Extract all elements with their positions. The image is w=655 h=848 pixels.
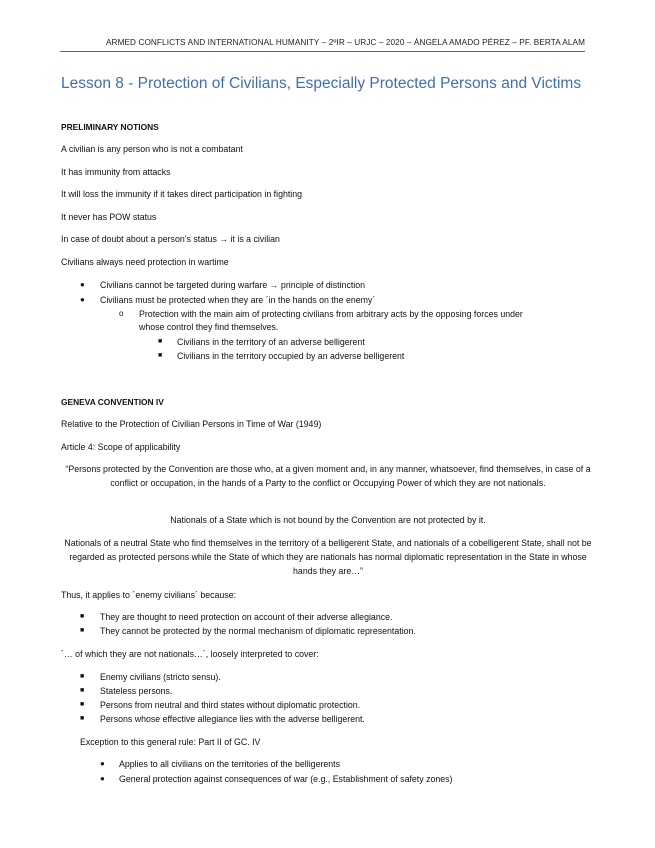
running-header: ARMED CONFLICTS AND INTERNATIONAL HUMANITY – 2ºIR – URJC – 2020 – ÁNGELA AMADO PÉREZ – PF. BERTA ALAM	[60, 38, 585, 52]
quote-paragraph: “Persons protected by the Convention are those who, at a given moment and, in any manner, whatsoever, find themselves, in case of a conflict or occupation, in the hands of a Party to the conflict or Occupying Power of which they are not nationals.	[65, 464, 591, 488]
bullet-square-icon: ■	[80, 715, 85, 722]
bullet-square-icon: ■	[80, 701, 85, 708]
paragraph: In case of doubt about a person’s status → it is a civilian	[61, 234, 280, 244]
bullet-circle-icon: o	[119, 309, 124, 318]
paragraph: ´… of which they are not nationals…´, loosely interpreted to cover:	[61, 649, 319, 659]
list-item: They are thought to need protection on account of their adverse allegiance.	[100, 612, 393, 622]
lesson-title: Lesson 8 - Protection of Civilians, Especially Protected Persons and Victims	[61, 75, 582, 92]
paragraph: A civilian is any person who is not a combatant	[61, 144, 243, 154]
paragraph: Relative to the Protection of Civilian Persons in Time of War (1949)	[61, 419, 322, 429]
paragraph: It will loss the immunity if it takes direct participation in fighting	[61, 189, 303, 199]
paragraph: It never has POW status	[61, 212, 157, 222]
bullet-dot-icon: ●	[100, 774, 105, 783]
list-item: Civilians in the territory of an adverse belligerent	[177, 337, 365, 347]
bullet-square-icon: ■	[80, 673, 85, 680]
bullet-dot-icon: ●	[80, 295, 85, 304]
bullet-dot-icon: ●	[80, 280, 85, 289]
list-item: Civilians cannot be targeted during warfare → principle of distinction	[100, 280, 366, 290]
bullet-square-icon: ■	[80, 613, 85, 620]
paragraph: Exception to this general rule: Part II of GC. IV	[80, 737, 261, 747]
list-item: Applies to all civilians on the territories of the belligerents	[119, 759, 341, 769]
list-item-continuation: whose control they find themselves.	[139, 322, 279, 332]
list-item: Persons from neutral and third states without diplomatic protection.	[100, 700, 361, 710]
quote-paragraph: Nationals of a neutral State who find themselves in the territory of a belligerent State, and nationals of a cobelligerent State, shall not be regarded as protected persons while the State of which they are nationals has normal diplomatic representation in the State in whose hands they are…”	[64, 538, 592, 576]
quote-paragraph: Nationals of a State which is not bound by the Convention are not protected by it.	[170, 515, 486, 525]
paragraph: It has immunity from attacks	[61, 167, 171, 177]
list-item: Enemy civilians (stricto sensu).	[100, 672, 221, 682]
list-item: General protection against consequences of war (e.g., Establishment of safety zones)	[119, 774, 453, 784]
bullet-square-icon: ■	[80, 687, 85, 694]
bullet-square-icon: ■	[158, 352, 163, 359]
section-heading-preliminary: PRELIMINARY NOTIONS	[61, 122, 159, 132]
list-item: Persons whose effective allegiance lies with the adverse belligerent.	[100, 714, 365, 724]
list-item: They cannot be protected by the normal mechanism of diplomatic representation.	[100, 626, 416, 636]
paragraph: Civilians always need protection in wartime	[61, 257, 229, 267]
list-item: Civilians in the territory occupied by an adverse belligerent	[177, 351, 405, 361]
paragraph: Thus, it applies to ´enemy civilians´ because:	[61, 590, 237, 600]
list-item: Stateless persons.	[100, 686, 173, 696]
list-item: Protection with the main aim of protecting civilians from arbitrary acts by the opposing forces under	[139, 309, 523, 319]
list-item: Civilians must be protected when they are ´in the hands on the enemy´	[100, 295, 376, 305]
bullet-square-icon: ■	[158, 338, 163, 345]
section-heading-gc4: GENEVA CONVENTION IV	[61, 397, 164, 407]
paragraph: Article 4: Scope of applicability	[61, 442, 181, 452]
bullet-dot-icon: ●	[100, 759, 105, 768]
bullet-square-icon: ■	[80, 627, 85, 634]
